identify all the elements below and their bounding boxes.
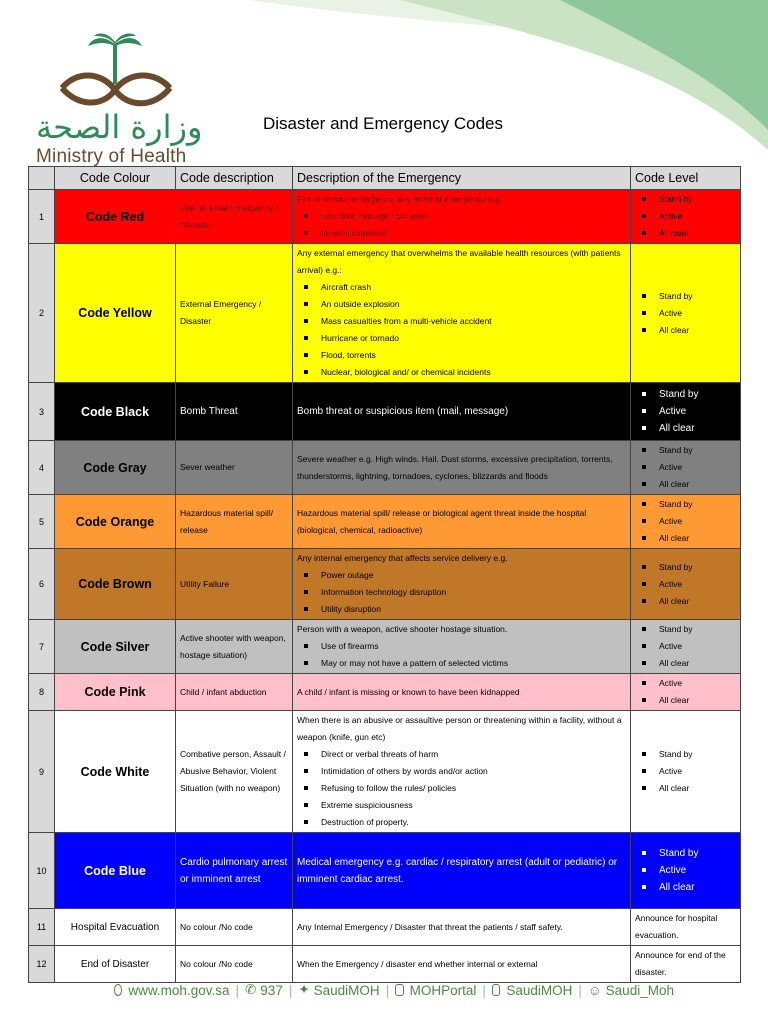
level-list [635, 496, 736, 547]
row-number: 4 [29, 441, 55, 495]
code-description: No colour /No code [176, 909, 293, 946]
code-level [631, 833, 741, 909]
code-description: Bomb Threat [176, 383, 293, 441]
row-number: 10 [29, 833, 55, 909]
emergency-description [293, 674, 631, 711]
emergency-intro: Any internal emergency that affects service delivery e.g. [297, 553, 508, 563]
level-list [635, 386, 736, 437]
level-list [635, 675, 736, 709]
code-colour: End of Disaster [55, 946, 176, 983]
code-level [631, 495, 741, 549]
footer-facebook[interactable]: SaudiMOH [506, 982, 573, 998]
code-description: External Emergency / Disaster [176, 244, 293, 383]
emergency-description [293, 909, 631, 946]
level-list [635, 191, 736, 242]
list-item: Active [659, 403, 736, 420]
phone-icon: ✆ [244, 982, 257, 997]
page-title: Disaster and Emergency Codes [263, 114, 504, 133]
level-list [635, 746, 736, 797]
list-item: Stand by [659, 621, 736, 638]
emergency-intro: Bomb threat or suspicious item (mail, message) [297, 406, 509, 417]
emergency-list [297, 638, 626, 672]
level-announce: Announce for end of the disaster. [635, 950, 726, 977]
list-item: Stand by [659, 191, 736, 208]
list-item: Refusing to follow the rules/ policies [321, 780, 626, 797]
list-item: Active [659, 208, 736, 225]
list-item: Active [659, 305, 736, 322]
code-colour: Code White [55, 711, 176, 833]
header-code-level: Code Level [631, 167, 741, 190]
list-item: Active [659, 459, 736, 476]
code-level [631, 946, 741, 983]
list-item: Active [659, 638, 736, 655]
list-item: Stand by [659, 845, 736, 862]
code-colour: Code Black [55, 383, 176, 441]
code-colour: Code Silver [55, 620, 176, 674]
row-number: 5 [29, 495, 55, 549]
footer-youtube[interactable]: MOHPortal [409, 982, 477, 998]
footer-website[interactable]: www.moh.gov.sa [128, 982, 230, 998]
row-number: 1 [29, 190, 55, 244]
footer-separator: | [288, 982, 293, 998]
list-item: Internal explosion [321, 225, 626, 242]
list-item: Structure damage / collapse [321, 208, 626, 225]
list-item: Power outage [321, 567, 626, 584]
code-description: Sever weather [176, 441, 293, 495]
list-item: Stand by [659, 559, 736, 576]
list-item: Mass casualties from a multi-vehicle accident [321, 313, 626, 330]
list-item: An outside explosion [321, 296, 626, 313]
emergency-intro: A child / infant is missing or known to have been kidnapped [297, 686, 520, 697]
row-number: 12 [29, 946, 55, 983]
row-number: 2 [29, 244, 55, 383]
code-description: Cardio pulmonary arrest or imminent arrest [176, 833, 293, 909]
code-colour: Code Brown [55, 549, 176, 620]
emergency-description [293, 711, 631, 833]
table-row [29, 495, 741, 549]
footer [114, 980, 674, 1000]
list-item: Active [659, 513, 736, 530]
code-description: Active shooter with weapon, hostage situation) [176, 620, 293, 674]
code-level [631, 909, 741, 946]
row-number: 3 [29, 383, 55, 441]
footer-separator: | [578, 982, 582, 998]
emergency-description [293, 620, 631, 674]
emergency-description [293, 495, 631, 549]
code-colour: Code Pink [55, 674, 176, 711]
row-number: 11 [29, 909, 55, 946]
twitter-icon: ✦ [298, 982, 310, 997]
emergency-intro: When there is an abusive or assaultive person or threatening within a facility, without a weapon (knife, gun etc) [297, 715, 622, 742]
list-item: Stand by [659, 386, 736, 403]
table-row [29, 190, 741, 244]
code-colour: Hospital Evacuation [55, 909, 176, 946]
list-item: Information technology disruption [321, 584, 626, 601]
emergency-list [297, 567, 626, 618]
list-item: All clear [659, 655, 736, 672]
header-emergency-description: Description of the Emergency [293, 167, 631, 190]
code-level [631, 244, 741, 383]
emergency-list [297, 279, 626, 381]
emergency-intro: Fire or smoke emergency, any internal emergency e.g. [297, 194, 503, 204]
footer-separator: | [235, 982, 239, 998]
code-colour: Code Gray [55, 441, 176, 495]
list-item: May or may not have a pattern of selected victims [321, 655, 626, 672]
code-level [631, 620, 741, 674]
list-item: Extreme suspiciousness [321, 797, 626, 814]
table-row [29, 909, 741, 946]
header-code-colour: Code Colour [55, 167, 176, 190]
table-row [29, 383, 741, 441]
list-item: Destruction of property. [321, 814, 626, 831]
emergency-description [293, 190, 631, 244]
code-level [631, 711, 741, 833]
list-item: Aircraft crash [321, 279, 626, 296]
emergency-intro: Any Internal Emergency / Disaster that threat the patients / staff safety. [297, 921, 563, 932]
list-item: All clear [659, 780, 736, 797]
list-item: Active [659, 862, 736, 879]
emergency-description [293, 244, 631, 383]
list-item: All clear [659, 692, 736, 709]
emergency-intro: Severe weather e.g. High winds. Hail. Dust storms, excessive precipitation, torrents, thunderstorms, lightning, tornadoes, cyclones, blizzards and floods [297, 453, 613, 481]
logo-arabic-text: وزارة الصحة [36, 108, 203, 146]
emergency-intro: Hazardous material spill/ release or biological agent threat inside the hospital (biological, chemical, radioactive) [297, 507, 587, 535]
list-item: Active [659, 675, 736, 692]
code-description: Fire, Internal Emergency / Disaster [176, 190, 293, 244]
row-number: 9 [29, 711, 55, 833]
code-colour: Code Blue [55, 833, 176, 909]
footer-snapchat[interactable]: Saudi_Moh [605, 982, 674, 998]
list-item: Nuclear, biological and/ or chemical incidents [321, 364, 626, 381]
level-list [635, 845, 736, 896]
header-code-description: Code description [176, 167, 293, 190]
list-item: All clear [659, 476, 736, 493]
level-list [635, 288, 736, 339]
footer-separator: | [385, 982, 390, 998]
list-item: Stand by [659, 288, 736, 305]
emergency-description [293, 946, 631, 983]
code-level [631, 674, 741, 711]
youtube-icon [395, 984, 403, 996]
globe-icon [114, 984, 122, 996]
emergency-list [297, 746, 626, 831]
logo-english-text: Ministry of Health [36, 146, 187, 167]
list-item: All clear [659, 593, 736, 610]
table-row [29, 711, 741, 833]
facebook-icon [492, 984, 500, 996]
table-row [29, 549, 741, 620]
table-row [29, 244, 741, 383]
list-item: Stand by [659, 496, 736, 513]
level-list [635, 559, 736, 610]
list-item: All clear [659, 322, 736, 339]
code-description: Child / infant abduction [176, 674, 293, 711]
code-level [631, 190, 741, 244]
palm-emblem-icon [32, 32, 202, 112]
code-description: Hazardous material spill/ release [176, 495, 293, 549]
row-number: 8 [29, 674, 55, 711]
list-item: Intimidation of others by words and/or action [321, 763, 626, 780]
list-item: Stand by [659, 746, 736, 763]
codes-table [28, 166, 741, 983]
list-item: Flood, torrents [321, 347, 626, 364]
emergency-list [297, 208, 626, 242]
table-row [29, 674, 741, 711]
header-num [29, 167, 55, 190]
table-header-row [29, 167, 741, 190]
level-list [635, 621, 736, 672]
footer-twitter[interactable]: SaudiMOH [313, 982, 380, 998]
emergency-description [293, 383, 631, 441]
list-item: All clear [659, 530, 736, 547]
code-description: Combative person, Assault / Abusive Behavior, Violent Situation (with no weapon) [176, 711, 293, 833]
code-colour: Code Red [55, 190, 176, 244]
list-item: All clear [659, 879, 736, 896]
table-row [29, 620, 741, 674]
emergency-description [293, 441, 631, 495]
code-level [631, 549, 741, 620]
emergency-intro: Medical emergency e.g. cardiac / respiratory arrest (adult or pediatric) or imminent cardiac arrest. [297, 856, 618, 885]
code-colour: Code Orange [55, 495, 176, 549]
list-item: All clear [659, 420, 736, 437]
code-colour: Code Yellow [55, 244, 176, 383]
emergency-intro: Any external emergency that overwhelms the available health resources (with patients arrival) e.g.: [297, 248, 621, 275]
emergency-description [293, 549, 631, 620]
list-item: Hurricane or tornado [321, 330, 626, 347]
table-row [29, 833, 741, 909]
list-item: Active [659, 763, 736, 780]
emergency-intro: Person with a weapon, active shooter hostage situation. [297, 624, 508, 634]
level-announce: Announce for hospital evacuation. [635, 913, 718, 940]
list-item: Active [659, 576, 736, 593]
emergency-intro: When the Emergency / disaster end whether internal or external [297, 958, 538, 969]
footer-phone[interactable]: 937 [260, 982, 283, 998]
list-item: Direct or verbal threats of harm [321, 746, 626, 763]
list-item: All clear [659, 225, 736, 242]
level-list [635, 442, 736, 493]
row-number: 6 [29, 549, 55, 620]
emergency-description [293, 833, 631, 909]
snapchat-icon: ☺ [587, 982, 602, 998]
list-item: Use of firearms [321, 638, 626, 655]
code-description: Utility Failure [176, 549, 293, 620]
list-item: Stand by [659, 442, 736, 459]
list-item: Utility disruption [321, 601, 626, 618]
code-level [631, 441, 741, 495]
code-level [631, 383, 741, 441]
table-body [29, 190, 741, 983]
table-row [29, 441, 741, 495]
footer-separator: | [482, 982, 486, 998]
code-description: No colour /No code [176, 946, 293, 983]
table-row [29, 946, 741, 983]
row-number: 7 [29, 620, 55, 674]
